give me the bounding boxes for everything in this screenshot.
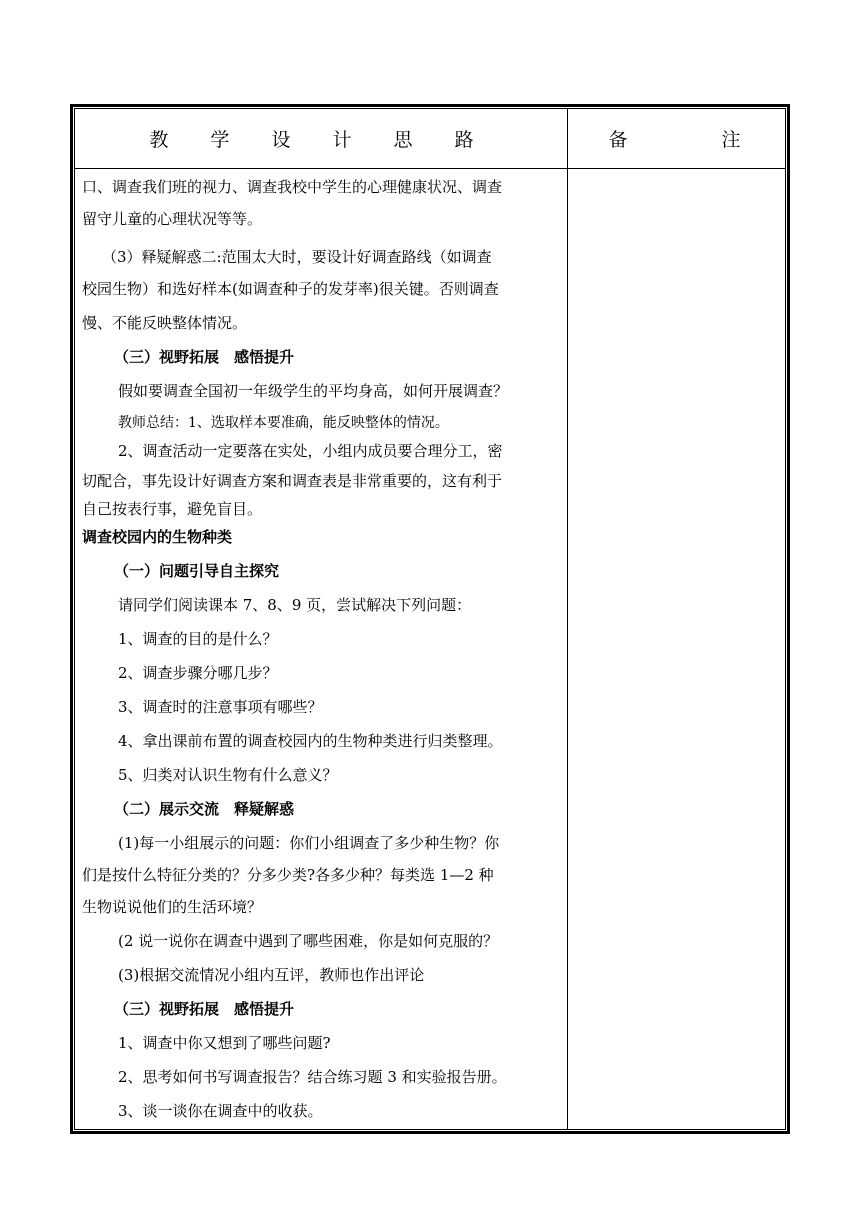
text-line: 2、思考如何书写调查报告？结合练习题 3 和实验报告册。 <box>118 1068 507 1086</box>
text-line: 假如要调查全国初一年级学生的平均身高，如何开展调查？ <box>118 382 509 400</box>
text-line: 2、调查步骤分哪几步？ <box>118 664 278 682</box>
text-line: 生物说说他们的生活环境？ <box>82 898 263 916</box>
text-line: 慢、不能反映整体情况。 <box>82 314 248 332</box>
text-line: 们是按什么特征分类的？分多少类?各多少种？每类选 1—2 种 <box>82 866 494 884</box>
header-teaching-design: 教 学 设 计 思 路 <box>149 128 492 151</box>
text-line: 1、调查中你又想到了哪些问题? <box>118 1034 331 1052</box>
header-remarks: 备 注 <box>608 128 785 151</box>
text-line: (1)每一小组展示的问题：你们小组调查了多少种生物？你 <box>118 834 500 852</box>
topic-heading: 调查校园内的生物种类 <box>82 528 233 546</box>
text-line: 3、调查时的注意事项有哪些？ <box>118 698 323 716</box>
text-line: 校园生物）和选好样本(如调查种子的发芽率)很关键。否则调查 <box>82 280 499 298</box>
text-line: （3）释疑解惑二:范围太大时，要设计好调查路线（如调查 <box>102 248 492 266</box>
text-line: 1、调查的目的是什么？ <box>118 630 278 648</box>
section-heading: （二）展示交流 释疑解惑 <box>114 800 295 818</box>
text-line: 切配合，事先设计好调查方案和调查表是非常重要的，这有利于 <box>82 472 503 490</box>
section-heading: （一）问题引导自主探究 <box>114 562 280 580</box>
text-line: 自己按表行事，避免盲目。 <box>82 500 263 518</box>
text-line: (3)根据交流情况小组内互评，教师也作出评论 <box>118 966 425 984</box>
section-heading: （三）视野拓展 感悟提升 <box>114 348 295 366</box>
remarks-column <box>568 169 785 1129</box>
text-line: 3、谈一谈你在调查中的收获。 <box>118 1102 323 1120</box>
text-line: 教师总结：1、选取样本要准确，能反映整体的情况。 <box>118 415 449 431</box>
text-line: 口、调查我们班的视力、调查我校中学生的心理健康状况、调查 <box>82 178 503 196</box>
text-line: 2、调查活动一定要落在实处，小组内成员要合理分工，密 <box>118 442 503 460</box>
text-line: 请同学们阅读课本 7、8、9 页，尝试解决下列问题： <box>118 596 472 614</box>
section-heading: （三）视野拓展 感悟提升 <box>114 1000 295 1018</box>
text-line: (2 说一说你在调查中遇到了哪些困难，你是如何克服的？ <box>118 932 499 950</box>
text-line: 5、归类对认识生物有什么意义？ <box>118 766 338 784</box>
text-line: 留守儿童的心理状况等等。 <box>82 210 263 228</box>
text-line: 4、拿出课前布置的调查校园内的生物种类进行归类整理。 <box>118 732 503 750</box>
